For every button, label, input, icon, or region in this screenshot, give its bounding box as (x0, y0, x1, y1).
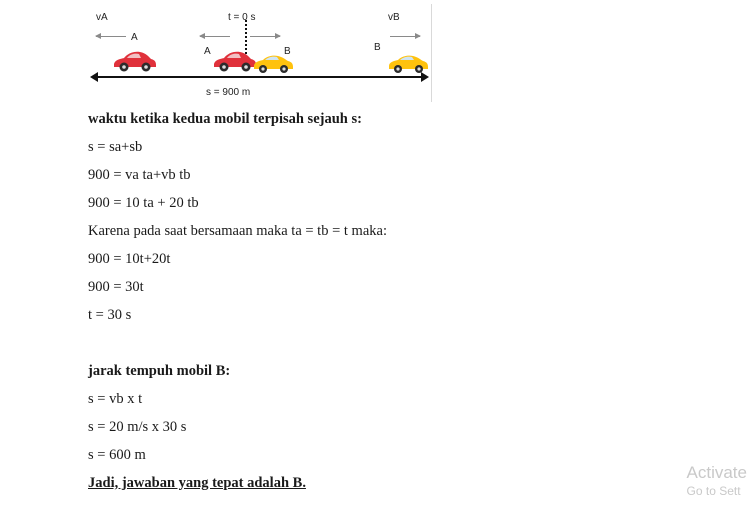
car-icon-b-mid (251, 52, 295, 76)
solution-line: 900 = 10t+20t (88, 251, 171, 267)
arrow-left-a-mid (200, 36, 230, 37)
velocity-b-label: vB (388, 12, 400, 23)
car-b-right-label: B (374, 42, 381, 53)
distance-label: s = 900 m (206, 87, 251, 98)
solution-conclusion: Jadi, jawaban yang tepat adalah B. (88, 474, 306, 491)
solution-line: t = 30 s (88, 307, 132, 323)
solution-line: 900 = va ta+vb tb (88, 167, 191, 183)
arrow-left-a (96, 36, 126, 37)
solution-heading-1: waktu ketika kedua mobil terpisah sejauh s: (88, 111, 362, 127)
arrow-right-b (390, 36, 420, 37)
watermark-title: Activate (686, 463, 747, 482)
car-icon-b-right (386, 52, 430, 76)
paragraph-spacer (88, 336, 688, 350)
solution-heading-2: jarak tempuh mobil B: (88, 362, 231, 379)
activate-windows-watermark (687, 463, 747, 499)
time-zero-label: t = 0 s (228, 12, 256, 23)
car-icon-a-left (110, 48, 158, 74)
solution-line: s = vb x t (88, 390, 143, 407)
physics-diagram (88, 4, 432, 102)
car-a-left-label: A (131, 32, 138, 43)
solution-line: 900 = 30t (88, 279, 144, 295)
watermark-subtitle: Go to Sett (686, 484, 741, 498)
solution-line: 900 = 10 ta + 20 tb (88, 195, 199, 211)
distance-axis (97, 76, 422, 78)
arrow-right-b-mid (250, 36, 280, 37)
car-b-mid-label: B (284, 46, 291, 57)
solution-line: s = sa+sb (88, 139, 143, 155)
solution-line: s = 600 m (88, 446, 146, 463)
car-a-mid-label: A (204, 46, 211, 57)
solution-text (88, 112, 688, 504)
solution-line: s = 20 m/s x 30 s (88, 418, 187, 435)
solution-line: Karena pada saat bersamaan maka ta = tb = t maka: (88, 223, 387, 239)
velocity-a-label: vA (96, 12, 108, 23)
